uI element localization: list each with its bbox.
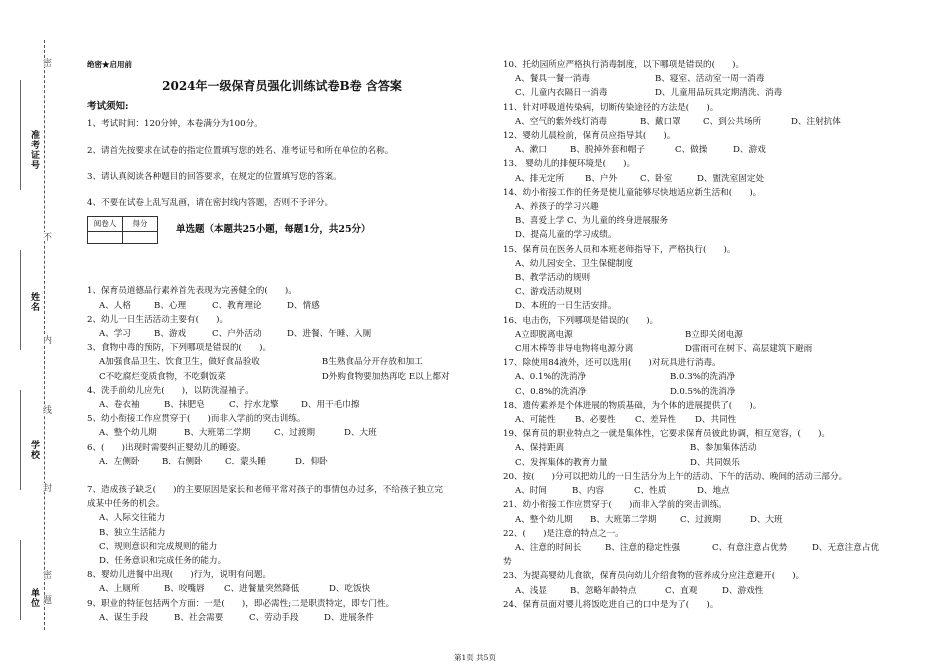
option: A、人格 — [99, 300, 131, 311]
option: A、0.1%的洗消净 — [515, 372, 587, 383]
option: D、提高儿童的学习成绩。 — [515, 230, 617, 241]
option: A、卷衣袖 — [99, 400, 140, 411]
option: C、规则意识和完成规则的能力 — [99, 541, 218, 552]
notice-item: 3、请认真阅读各种题目的回答要求，在规定的位置填写您的答案。 — [87, 171, 342, 182]
option: A、幼儿园安全、卫生保健制度 — [515, 258, 633, 269]
option-row — [87, 426, 477, 440]
option-row — [503, 72, 903, 86]
option: A立即脱离电源 — [515, 329, 573, 340]
option-row — [503, 143, 903, 157]
option: A、餐具一餐一消毒 — [515, 74, 590, 85]
option-row — [503, 370, 903, 384]
option: D、共同性 — [695, 415, 737, 426]
option: D．仰卧 — [295, 456, 328, 467]
notice-item: 2、请首先按要求在试卷的指定位置填写您的姓名、准考证号和所在单位的名称。 — [87, 145, 394, 156]
option: B、社会需要 — [174, 612, 224, 623]
question-stem: 10、托幼园所应严格执行消毒制度，以下哪项是错误的( )。 — [503, 60, 745, 70]
fill-line-school — [20, 390, 21, 490]
option: C、0.8%的洗消净 — [515, 386, 587, 397]
option-row — [87, 355, 477, 369]
score-cell[interactable] — [123, 232, 158, 244]
option: B、参加集体活动 — [690, 443, 757, 454]
option: D、盥洗室固定处 — [697, 173, 765, 184]
question-stem: 20、按( )分可以把幼儿的一日生活分为上午的活动、下午的活动、晚间的活动三部分。 — [503, 471, 848, 482]
option: A、学习 — [99, 329, 131, 340]
option: D、任务意识和完成任务的能力。 — [99, 556, 227, 567]
option: C、儿童内衣隔日一消毒 — [515, 88, 608, 99]
option: D、情感 — [287, 300, 320, 311]
seal-mark: 内 — [41, 335, 51, 344]
score-box — [87, 216, 158, 244]
secret-label: 绝密★启用前 — [87, 60, 132, 69]
question-stem: 12、婴幼儿晨检前，保育员应指导其( )。 — [503, 131, 676, 142]
right-column — [503, 58, 903, 612]
question-stem: 22、( )是注意的特点之一。 — [503, 528, 624, 539]
option-row — [503, 541, 903, 555]
notice-item: 4、不要在试卷上乱写乱画，请在密封线内答题，否则不予评分。 — [87, 198, 334, 209]
seal-mark: 封 — [41, 483, 51, 492]
option: C、做操 — [675, 145, 708, 156]
option: A、时间 — [515, 486, 547, 497]
reviewer-cell[interactable] — [88, 232, 123, 244]
option: C、劳动手段 — [249, 612, 299, 623]
question-stem: 6、( )出现时需要纠正婴幼儿的睡姿。 — [87, 442, 246, 453]
page-title: 2024年一级保育员强化训练试卷B卷 含答案 — [162, 79, 402, 94]
option: B、心理 — [154, 300, 187, 311]
option-row — [87, 299, 477, 313]
option-row — [87, 370, 477, 384]
option: A、排无定所 — [515, 173, 565, 184]
option: C、拧水龙擎 — [229, 400, 279, 411]
option: B．右侧卧 — [162, 456, 203, 467]
option-row — [503, 441, 903, 455]
notice-item: 1、考试时间：120分钟，本卷满分为100分。 — [87, 119, 263, 130]
binding-margin — [0, 0, 70, 671]
option: A、空气的紫外线灯消毒 — [515, 116, 608, 127]
notice-heading: 考试须知: — [87, 101, 129, 113]
fill-line-exam-number — [20, 80, 21, 190]
option: A加强食品卫生、饮食卫生，做好食品验收 — [99, 357, 260, 368]
option: C、游戏活动规则 — [515, 287, 582, 298]
seal-mark: 线 — [41, 405, 51, 414]
label-unit: 单位 — [29, 588, 39, 608]
option: B、脱掉外套和帽子 — [570, 145, 646, 156]
option: B、注意的稳定性强 — [605, 542, 681, 553]
option: C、户外活动 — [212, 329, 262, 340]
option: C、性质 — [634, 486, 667, 497]
page-footer: 第1页 共5页 — [454, 653, 496, 662]
score-label: 得分 — [123, 217, 158, 232]
section-title: 单选题（本题共25小题，每题1分，共25分） — [176, 224, 371, 236]
option: A、谋生手段 — [99, 612, 149, 623]
option-row — [87, 327, 477, 341]
question-stem: 9、职业的特征包括两个方面：一是( )，即必需性;二是职责特定，即专门性。 — [87, 598, 395, 609]
option: A、上厕所 — [99, 584, 140, 595]
question-stem: 24、保育员面对婴儿将饭吃进自己的口中是为了( )。 — [503, 599, 719, 610]
option: D、吃饭快 — [329, 584, 371, 595]
question-stem: 17、除使用84液外，还可以选用( )对玩具进行消毒。 — [503, 358, 721, 369]
option: A、保持距离 — [515, 443, 565, 454]
option: D、本班的一日生活安排。 — [515, 301, 617, 312]
option-row — [503, 484, 903, 498]
question-stem: 18、遗传素养是个体进展的物质基础，为个体的进展提供了( )。 — [503, 400, 762, 411]
option: D外购食物要加热再吃 E以上都对 — [321, 371, 450, 382]
question-stem: 15、保育员在医务人员和本班老师指导下，严格执行( )。 — [503, 244, 736, 255]
option: C、进餐量突然降低 — [224, 584, 300, 595]
option: B、大班第二学期 — [590, 514, 657, 525]
option: D、大班 — [750, 514, 783, 525]
option: D、共同娱乐 — [690, 457, 740, 468]
label-school: 学校 — [29, 440, 39, 460]
seal-mark: 题 — [41, 595, 51, 604]
question-stem: 4、洗手前幼儿应先( )，以防洗湿袖子。 — [87, 385, 254, 396]
question-stem: 13、 婴幼儿的排便环境是( )。 — [503, 159, 636, 170]
option: D、游戏 — [733, 145, 766, 156]
option: C、到公共场所 — [703, 116, 762, 127]
option: A．左侧卧 — [99, 456, 140, 467]
option: B、户外 — [585, 173, 618, 184]
option-row — [503, 584, 903, 598]
section-header — [87, 216, 477, 244]
fill-line-unit — [20, 540, 21, 620]
question-stem: 3、食物中毒的预防，下列哪项是错误的( )。 — [87, 343, 272, 354]
option: B、戴口罩 — [640, 116, 681, 127]
option: A、养孩子的学习兴趣 — [515, 202, 599, 213]
option: A、漱口 — [515, 145, 547, 156]
option-row — [503, 172, 903, 186]
option-row — [87, 455, 477, 469]
option: D、地点 — [697, 486, 730, 497]
question-stem: 2、幼儿一日生活活动主要有( )。 — [87, 314, 229, 325]
seal-mark: 不 — [41, 232, 51, 241]
option: D雷雨可在树下、高层建筑下避雨 — [685, 344, 813, 355]
option: A、可能性 — [515, 415, 556, 426]
option-row — [503, 342, 903, 356]
option: C不吃腐烂变质食物，不吃剩饭菜 — [99, 371, 226, 382]
question-stem: 11、针对呼吸道传染病，切断传染途径的方法是( )。 — [503, 102, 719, 113]
option: C、教育理论 — [212, 300, 262, 311]
option-row — [503, 385, 903, 399]
option: D、进展条件 — [324, 612, 374, 623]
option: B、必要性 — [575, 415, 616, 426]
left-column — [87, 58, 477, 625]
question-stem: 7、造成孩子缺乏( )的主要原因是家长和老师平常对孩子的事情包办过多，不给孩子独立完 — [87, 485, 443, 496]
option: B、寝室、活动室一周一消毒 — [655, 74, 765, 85]
question-stem: 23、为提高婴幼儿食欲，保育员向幼儿介绍食物的营养成分应注意避开( )。 — [503, 571, 805, 582]
option: B、咬嘴唇 — [164, 584, 205, 595]
seal-mark: 密 — [41, 570, 51, 579]
option: C、卧室 — [640, 173, 673, 184]
option: C用木棒等非导电物将电源分离 — [515, 344, 634, 355]
option-row — [503, 115, 903, 129]
option: B、忽略年龄特点 — [570, 585, 637, 596]
option: B生熟食品分开存放和加工 — [321, 357, 423, 368]
option: A、浅显 — [515, 585, 547, 596]
option: C、过渡期 — [274, 428, 315, 439]
option: B立即关闭电源 — [685, 329, 743, 340]
option-row — [503, 413, 903, 427]
option-row — [87, 582, 477, 596]
question-stem: 19、保育员的职业特点之一就是集体性，它要求保育员彼此协调，相互宽容，( )。 — [503, 429, 831, 440]
option-row — [503, 328, 903, 342]
option: A、人际交往能力 — [99, 513, 166, 524]
option-row — [87, 611, 477, 625]
option: A、整个幼儿期 — [99, 428, 157, 439]
option: D、注射抗体 — [791, 116, 841, 127]
question-stem: 成某中任务的机会。 — [87, 499, 165, 510]
option: B、抹肥皂 — [164, 400, 205, 411]
seal-mark: 密 — [41, 58, 51, 67]
option: D、儿童用品玩具定期清洗、消毒 — [655, 88, 783, 99]
option: C、直观 — [665, 585, 698, 596]
option-row — [503, 86, 903, 100]
option: D、游戏性 — [722, 585, 764, 596]
question-stem: 21、幼小衔接工作应贯穿于( )而非入学前的突击训练。 — [503, 500, 727, 511]
option: D、无意注意占优 — [812, 542, 880, 553]
option: C、差异性 — [635, 415, 676, 426]
question-stem: 5、幼小衔接工作应贯穿于( )而非入学前的突击训练。 — [87, 414, 306, 425]
option: A、整个幼儿期 — [515, 514, 573, 525]
option: B.0.3%的洗消净 — [670, 372, 736, 383]
option: A、注意的时间长 — [515, 542, 582, 553]
option: D、用干毛巾擦 — [301, 400, 360, 411]
option-row — [503, 513, 903, 527]
option: B、内容 — [572, 486, 605, 497]
option: C．蒙头睡 — [225, 456, 266, 467]
option: C、发挥集体的教育力量 — [515, 457, 608, 468]
option-continuation: 势 — [503, 557, 512, 568]
option-row — [503, 456, 903, 470]
question-stem: 1、保育员道德品行素养首先表现为完善健全的( )。 — [87, 286, 297, 297]
label-name: 姓名 — [29, 292, 39, 312]
option: D、进餐、午睡、入厕 — [287, 329, 372, 340]
question-stem: 14、幼小衔接工作的任务是使儿童能够尽快地适应新生活和( )。 — [503, 187, 762, 198]
question-stem: 8、婴幼儿进餐中出现( )行为，说明有问题。 — [87, 570, 272, 581]
label-exam-number: 准考证号 — [29, 130, 39, 170]
option: B、大班第二学期 — [184, 428, 251, 439]
question-list-left — [87, 284, 477, 625]
option: C、过渡期 — [680, 514, 721, 525]
option: B、独立生活能力 — [99, 527, 166, 538]
question-stem: 16、电击伤，下列哪项是错误的( )。 — [503, 315, 659, 326]
option: D、大班 — [344, 428, 377, 439]
option: B、游戏 — [154, 329, 187, 340]
fill-line-name — [20, 250, 21, 350]
option: B、教学活动的规则 — [515, 273, 591, 284]
option-row — [87, 398, 477, 412]
option: D.0.5%的洗消净 — [670, 386, 736, 397]
option: C、有意注意占优势 — [712, 542, 788, 553]
reviewer-label: 阅卷人 — [88, 217, 123, 232]
option: B、喜爱上学 C、为儿童的终身进展服务 — [515, 216, 669, 227]
question-list-right — [503, 58, 903, 612]
